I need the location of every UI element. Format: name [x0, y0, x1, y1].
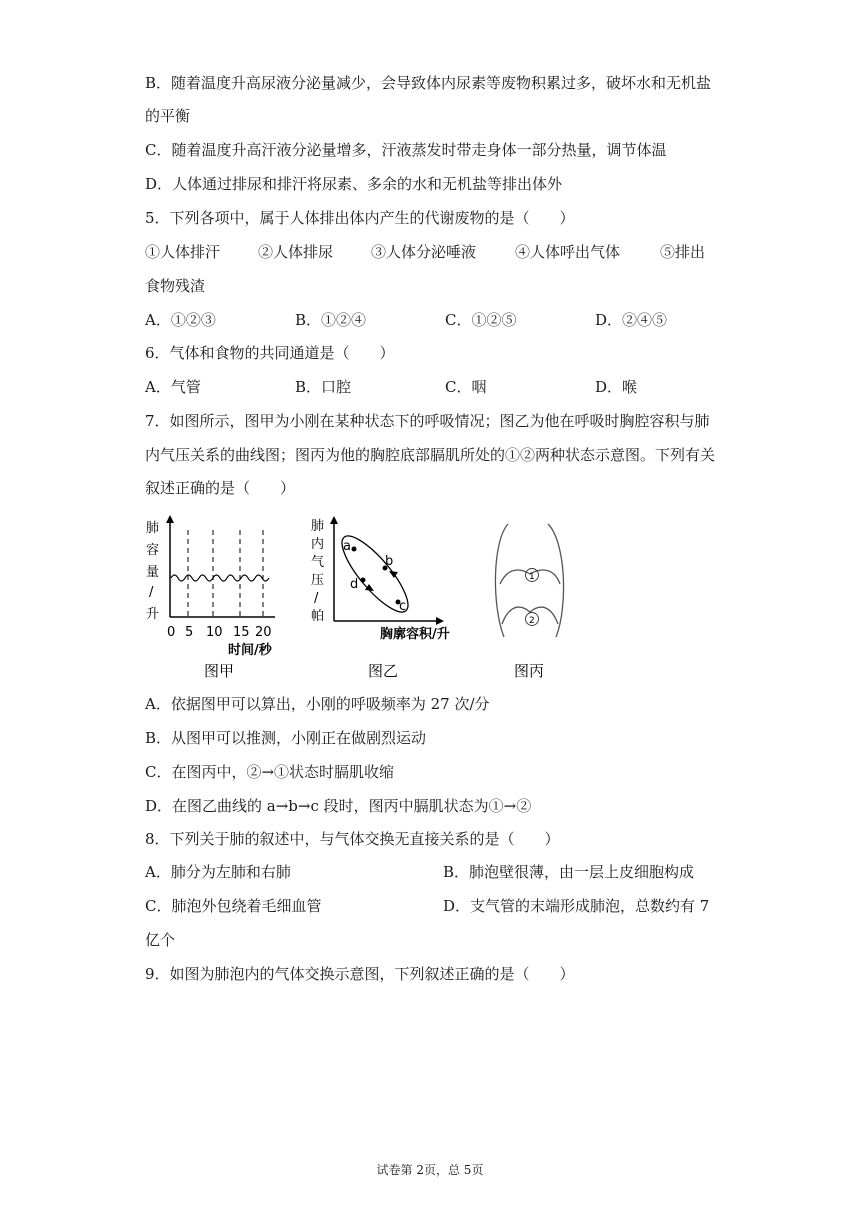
fig-jia-xtick-0: 0 — [167, 625, 176, 640]
fig-yi-ylabel-3: 气 — [311, 555, 325, 570]
fig-jia-caption: 图甲 — [204, 662, 235, 680]
q5-item-4: ④人体呼出气体 — [515, 243, 621, 261]
q5-item-2: ②人体排尿 — [258, 243, 334, 261]
q6-stem: 6．气体和食物的共同通道是（ ） — [145, 344, 395, 362]
q8-option-c: C．肺泡外包绕着毛细血管 — [145, 897, 322, 915]
fig-bing-caption: 图丙 — [514, 662, 545, 680]
fig-yi-ylabel-5: / — [314, 591, 319, 606]
q4-option-d: D．人体通过排尿和排汗将尿素、多余的水和无机盐等排出体外 — [145, 175, 563, 193]
fig-yi-ylabel-2: 内 — [311, 537, 325, 552]
q8-stem: 8．下列关于肺的叙述中，与气体交换无直接关系的是（ ） — [145, 830, 560, 848]
fig-yi-ylabel-6: 帕 — [311, 609, 325, 624]
q5-option-b: B．①②④ — [295, 311, 367, 329]
q6-option-d: D．喉 — [595, 378, 638, 396]
fig-jia-breathing-curve — [171, 575, 269, 581]
fig-jia-xlabel: 时间/秒 — [228, 643, 272, 658]
fig-yi-xlabel: 胸廓容积/升 — [380, 627, 450, 642]
q7-option-d: D．在图乙曲线的 a→b→c 段时，图丙中膈肌状态为①→② — [145, 797, 532, 815]
fig-yi-label-a: a — [343, 539, 351, 554]
fig-yi-ylabel-1: 肺 — [311, 519, 325, 534]
fig-yi-label-b: b — [385, 554, 394, 569]
q6-option-c: C．咽 — [445, 378, 487, 396]
fig-bing-label-1-num: 1 — [529, 572, 535, 582]
q4-option-b-line2: 的平衡 — [145, 107, 191, 125]
fig-jia-xtick-20: 20 — [255, 625, 272, 640]
q7-option-a: A．依据图甲可以算出，小刚的呼吸频率为 27 次/分 — [145, 695, 490, 713]
fig-jia-xtick-10: 10 — [206, 625, 223, 640]
fig-jia-y-arrow — [166, 515, 174, 523]
figure-jia — [140, 512, 290, 682]
q7-stem-line2: 内气压关系的曲线图；图丙为他的胸腔底部膈肌所处的①②两种状态示意图。下列有关 — [145, 446, 716, 464]
q7-stem-line1: 7．如图所示，图甲为小刚在某种状态下的呼吸情况；图乙为他在呼吸时胸腔容积与肺 — [145, 412, 710, 430]
figure-bing — [478, 512, 588, 682]
q5-option-a: A．①②③ — [145, 311, 216, 329]
fig-jia-ylabel-3: 量 — [146, 565, 160, 580]
fig-yi-caption: 图乙 — [368, 662, 399, 680]
fig-jia-ylabel-5: 升 — [146, 607, 160, 622]
fig-yi-point-d — [361, 578, 366, 583]
q8-option-b: B．肺泡壁很薄，由一层上皮细胞构成 — [443, 863, 695, 881]
q7-option-b: B．从图甲可以推测，小刚正在做剧烈运动 — [145, 729, 427, 747]
fig-jia-ylabel-4: / — [149, 585, 154, 600]
fig-jia-xtick-5: 5 — [185, 625, 194, 640]
q5-item-3: ③人体分泌唾液 — [371, 243, 477, 261]
q5-option-d: D．②④⑤ — [595, 311, 668, 329]
q8-option-a: A．肺分为左肺和右肺 — [145, 863, 291, 881]
fig-jia-ylabel-2: 容 — [146, 543, 160, 558]
page-footer: 试卷第 2页，总 5页 — [376, 1163, 484, 1177]
q5-option-c: C．①②⑤ — [445, 311, 517, 329]
q5-item-5: ⑤排出 — [660, 243, 706, 261]
q4-option-c: C．随着温度升高汗液分泌量增多，汗液蒸发时带走身体一部分热量，调节体温 — [145, 141, 667, 159]
q9-stem: 9．如图为肺泡内的气体交换示意图，下列叙述正确的是（ ） — [145, 965, 575, 983]
fig-yi-y-arrow — [330, 516, 338, 524]
q5-stem: 5．下列各项中，属于人体排出体内产生的代谢废物的是（ ） — [145, 209, 575, 227]
q4-option-b-line1: B．随着温度升高尿液分泌量减少，会导致体内尿素等废物积累过多，破坏水和无机盐 — [145, 74, 712, 92]
fig-yi-x-arrow — [436, 617, 444, 625]
figure-yi — [305, 512, 465, 682]
fig-yi-point-a — [352, 547, 357, 552]
fig-yi-ylabel-4: 压 — [311, 573, 325, 588]
q8-option-d-cont: 亿个 — [145, 931, 176, 949]
fig-yi-label-d: d — [350, 577, 359, 592]
q7-option-c: C．在图丙中，②→①状态时膈肌收缩 — [145, 763, 395, 781]
fig-jia-ylabel-1: 肺 — [146, 521, 160, 536]
q7-stem-line3: 叙述正确的是（ ） — [145, 479, 296, 497]
fig-yi-label-c: c — [399, 599, 407, 614]
q5-item-1: ①人体排汗 — [145, 243, 221, 261]
fig-bing-label-2-num: 2 — [529, 616, 535, 626]
q5-item-5-cont: 食物残渣 — [145, 277, 206, 295]
q8-option-d: D．支气管的末端形成肺泡，总数约有 7 — [443, 897, 710, 915]
q6-option-a: A．气管 — [145, 378, 201, 396]
q6-option-b: B．口腔 — [295, 378, 352, 396]
fig-jia-xtick-15: 15 — [233, 625, 250, 640]
